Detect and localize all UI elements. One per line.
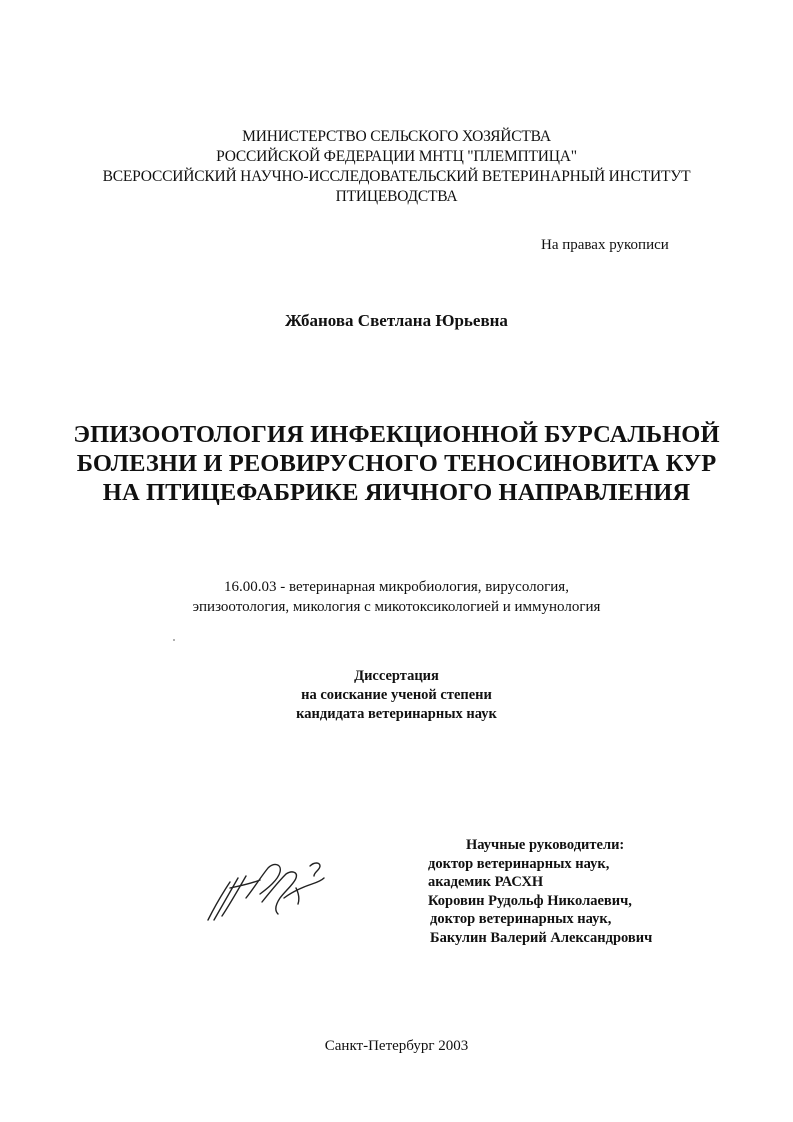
- author-name: Жбанова Светлана Юрьевна: [285, 311, 508, 330]
- supervisor-line: Бакулин Валерий Александрович: [430, 929, 653, 946]
- institution-line: РОССИЙСКОЙ ФЕДЕРАЦИИ МНТЦ "ПЛЕМПТИЦА": [216, 148, 577, 165]
- institution-line: ПТИЦЕВОДСТВА: [335, 188, 458, 205]
- title-line: ЭПИЗООТОЛОГИЯ ИНФЕКЦИОННОЙ БУРСАЛЬНОЙ: [73, 421, 720, 448]
- supervisor-line: академик РАСХН: [428, 874, 544, 890]
- handwritten-signature: [200, 858, 330, 928]
- institution-line: ВСЕРОССИЙСКИЙ НАУЧНО-ИССЛЕДОВАТЕЛЬСКИЙ ВЕТЕРИНАРНЫЙ ИНСТИТУТ: [102, 168, 691, 185]
- degree-line: кандидата ветеринарных наук: [296, 706, 497, 722]
- dissertation-title: [0, 420, 793, 507]
- supervisor-line: доктор ветеринарных наук,: [428, 855, 610, 872]
- degree-statement: [0, 667, 793, 724]
- specialty-line: 16.00.03 - ветеринарная микробиология, вирусология,: [224, 579, 569, 595]
- degree-line: на соискание ученой степени: [301, 687, 492, 703]
- supervisor-line: Коровин Рудольф Николаевич,: [428, 892, 632, 909]
- title-line: БОЛЕЗНИ И РЕОВИРУСНОГО ТЕНОСИНОВИТА КУР: [76, 450, 717, 477]
- title-line: НА ПТИЦЕФАБРИКЕ ЯИЧНОГО НАПРАВЛЕНИЯ: [102, 479, 691, 506]
- rights-notice: На правах рукописи: [541, 237, 669, 253]
- supervisor-line: доктор ветеринарных наук,: [430, 911, 612, 927]
- scan-speck: [173, 639, 175, 641]
- institution-line: МИНИСТЕРСТВО СЕЛЬСКОГО ХОЗЯЙСТВА: [242, 128, 551, 145]
- institution-header: [0, 127, 793, 207]
- scientific-supervisors: [420, 836, 652, 947]
- specialty-code: [0, 577, 793, 617]
- supervisors-heading: Научные руководители:: [466, 837, 625, 853]
- specialty-line: эпизоотология, микология с микотоксикологией и иммунология: [192, 599, 601, 615]
- degree-line: Диссертация: [354, 668, 439, 684]
- place-and-year: Санкт-Петербург 2003: [324, 1038, 469, 1054]
